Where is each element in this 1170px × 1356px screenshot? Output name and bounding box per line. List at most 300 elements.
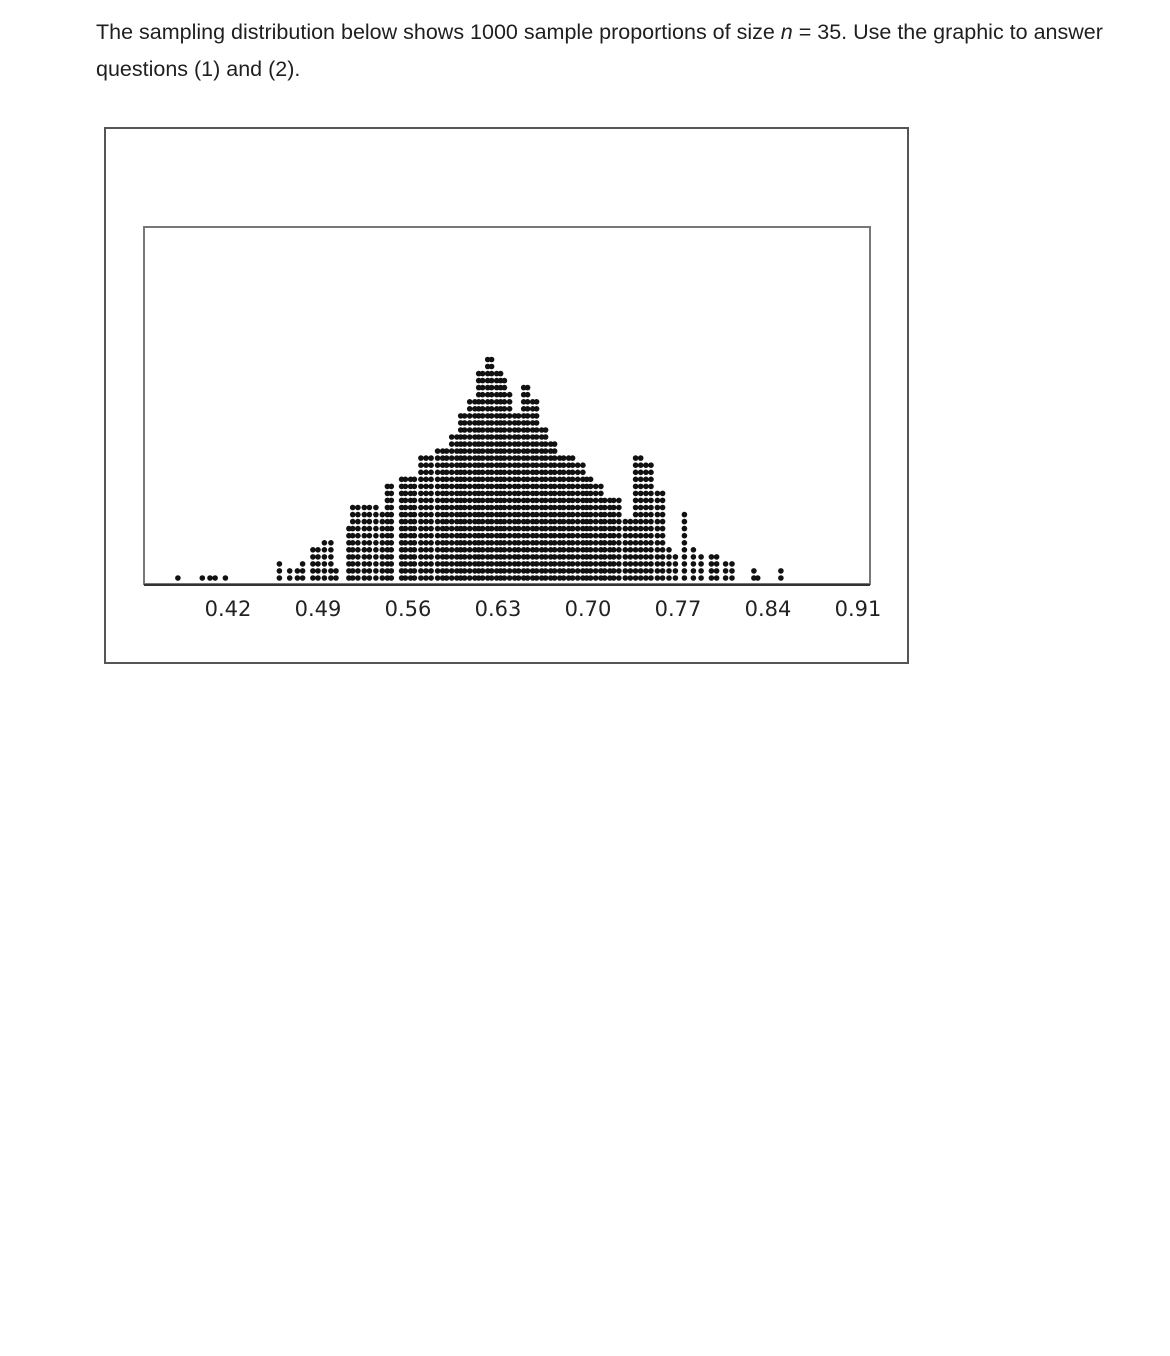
data-dot [525, 470, 531, 476]
data-dot [534, 455, 540, 461]
data-dot [655, 575, 661, 581]
data-dot [449, 526, 455, 532]
data-dot [412, 547, 418, 553]
data-dot [543, 455, 549, 461]
data-dot [389, 568, 395, 574]
data-dot [467, 561, 473, 567]
data-dot [575, 533, 581, 539]
data-dot [489, 561, 495, 567]
data-dot [373, 533, 379, 539]
data-dot [709, 554, 715, 560]
data-dot [660, 512, 666, 518]
data-dot [295, 568, 301, 574]
data-dot [480, 547, 486, 553]
data-dot [462, 491, 468, 497]
data-dot [655, 505, 661, 511]
data-dot [480, 519, 486, 525]
data-dot [602, 561, 608, 567]
data-dot [322, 540, 328, 546]
data-dot [561, 526, 567, 532]
data-dot [502, 385, 508, 391]
data-dot [525, 420, 531, 426]
data-dot [561, 554, 567, 560]
data-dot [444, 505, 450, 511]
data-dot [277, 575, 283, 581]
data-dot [593, 575, 599, 581]
data-dot [449, 498, 455, 504]
data-dot [502, 498, 508, 504]
data-dot [543, 498, 549, 504]
data-dot [489, 575, 495, 581]
data-dot [467, 554, 473, 560]
data-dot [575, 568, 581, 574]
data-dot [648, 519, 654, 525]
data-dot [552, 455, 558, 461]
data-dot [691, 547, 697, 553]
data-dot [462, 434, 468, 440]
data-dot [611, 547, 617, 553]
data-dot [561, 455, 567, 461]
data-dot [389, 484, 395, 490]
data-dot [373, 554, 379, 560]
data-dot [516, 568, 522, 574]
data-dot [588, 568, 594, 574]
data-dot [580, 470, 586, 476]
data-dot [300, 575, 306, 581]
data-dot [516, 470, 522, 476]
data-dot [350, 533, 356, 539]
data-dot [593, 519, 599, 525]
data-dot [633, 575, 639, 581]
data-dot [778, 575, 784, 581]
data-dot [648, 561, 654, 567]
data-dot [552, 477, 558, 483]
data-dot [552, 526, 558, 532]
data-dot [362, 547, 368, 553]
data-dot [418, 512, 424, 518]
data-dot [444, 540, 450, 546]
data-dot [616, 540, 622, 546]
data-dot [525, 526, 531, 532]
data-dot [428, 568, 434, 574]
data-dot [467, 470, 473, 476]
data-dot [575, 484, 581, 490]
data-dot [552, 540, 558, 546]
data-dot [633, 477, 639, 483]
data-dot [507, 505, 513, 511]
data-dot [480, 455, 486, 461]
data-dot [525, 568, 531, 574]
data-dot [580, 462, 586, 468]
data-dot [570, 554, 576, 560]
data-dot [502, 420, 508, 426]
data-dot [403, 491, 409, 497]
data-dot [412, 575, 418, 581]
data-dot [666, 575, 672, 581]
data-dot [552, 554, 558, 560]
data-dot [682, 540, 688, 546]
data-dot [643, 561, 649, 567]
x-tick-label: 0.70 [564, 597, 612, 621]
data-dot [480, 434, 486, 440]
data-dot [295, 575, 301, 581]
data-dot [373, 512, 379, 518]
intro-text-start: The sampling distribution below shows 1000 sample proportions of size [96, 20, 781, 44]
data-dot [467, 526, 473, 532]
data-dot [561, 491, 567, 497]
data-dot [435, 477, 441, 483]
data-dot [673, 554, 679, 560]
data-dot [525, 392, 531, 398]
data-dot [412, 526, 418, 532]
data-dot [570, 484, 576, 490]
data-dot [462, 448, 468, 454]
data-dot [489, 385, 495, 391]
data-dot [480, 477, 486, 483]
data-dot [489, 448, 495, 454]
data-dot [403, 477, 409, 483]
data-dot [418, 547, 424, 553]
data-dot [602, 554, 608, 560]
data-dot [350, 575, 356, 581]
data-dot [435, 498, 441, 504]
data-dot [418, 575, 424, 581]
data-dot [552, 491, 558, 497]
data-dot [534, 561, 540, 567]
data-dot [480, 512, 486, 518]
data-dot [489, 399, 495, 405]
data-dot [502, 561, 508, 567]
data-dot [380, 561, 386, 567]
data-dot [367, 512, 373, 518]
data-dot [423, 462, 429, 468]
data-dot [480, 540, 486, 546]
data-dot [648, 575, 654, 581]
data-dot [389, 491, 395, 497]
data-dot [435, 448, 441, 454]
data-dot [287, 568, 293, 574]
data-dot [682, 568, 688, 574]
data-dot [598, 491, 604, 497]
data-dot [543, 568, 549, 574]
data-dot [467, 498, 473, 504]
data-dot [362, 568, 368, 574]
data-dot [428, 455, 434, 461]
intro-text [96, 14, 1164, 88]
data-dot [623, 554, 629, 560]
data-dot [435, 505, 441, 511]
data-dot [418, 462, 424, 468]
data-dot [350, 561, 356, 567]
data-dot [449, 519, 455, 525]
data-dot [418, 470, 424, 476]
data-dot [534, 413, 540, 419]
data-dot [449, 540, 455, 546]
x-tick-labels [205, 597, 882, 621]
data-dot [462, 413, 468, 419]
data-dot [489, 406, 495, 412]
data-dot [480, 413, 486, 419]
data-dot [507, 519, 513, 525]
data-dot [588, 512, 594, 518]
data-dot [480, 385, 486, 391]
data-dot [643, 526, 649, 532]
data-dot [322, 554, 328, 560]
data-dot [525, 575, 531, 581]
data-dot [575, 540, 581, 546]
data-dot [616, 526, 622, 532]
data-dot [525, 413, 531, 419]
data-dot [367, 519, 373, 525]
data-dot [412, 533, 418, 539]
data-dot [449, 434, 455, 440]
data-dot [328, 540, 334, 546]
data-dot [593, 491, 599, 497]
data-dot [633, 462, 639, 468]
data-dot [516, 533, 522, 539]
data-dot [588, 554, 594, 560]
data-dot [593, 533, 599, 539]
data-dot [328, 575, 334, 581]
data-dot [507, 554, 513, 560]
data-dot [593, 505, 599, 511]
data-dot [502, 547, 508, 553]
data-dot [575, 547, 581, 553]
data-dot [714, 561, 720, 567]
data-dot [623, 561, 629, 567]
data-dot [623, 575, 629, 581]
data-dot [633, 554, 639, 560]
data-dot [403, 498, 409, 504]
data-dot [682, 512, 688, 518]
data-dot [552, 505, 558, 511]
data-dot [643, 568, 649, 574]
data-dot [462, 498, 468, 504]
data-dot [543, 526, 549, 532]
data-dot [655, 491, 661, 497]
data-dot [449, 554, 455, 560]
data-dot [310, 561, 316, 567]
data-dot [611, 554, 617, 560]
data-dot [507, 455, 513, 461]
data-dot [423, 533, 429, 539]
data-dot [428, 554, 434, 560]
data-dot [633, 519, 639, 525]
data-dot [593, 547, 599, 553]
data-dot [502, 526, 508, 532]
data-dot [552, 575, 558, 581]
data-dot [666, 547, 672, 553]
data-dot [444, 533, 450, 539]
data-dot [480, 427, 486, 433]
data-dot [570, 512, 576, 518]
data-dot [588, 533, 594, 539]
data-dot [623, 519, 629, 525]
data-dot [561, 519, 567, 525]
data-dot [729, 568, 735, 574]
data-dot [552, 512, 558, 518]
data-dot [593, 561, 599, 567]
data-dot [498, 371, 504, 377]
data-dot [588, 575, 594, 581]
data-dot [638, 498, 644, 504]
data-dot [561, 462, 567, 468]
data-dot [648, 505, 654, 511]
data-dot [350, 554, 356, 560]
data-dot [389, 512, 395, 518]
data-dot [328, 568, 334, 574]
data-dot [534, 568, 540, 574]
data-dot [507, 434, 513, 440]
data-dot [389, 575, 395, 581]
data-dot [648, 491, 654, 497]
data-dot [373, 547, 379, 553]
data-dot [552, 519, 558, 525]
data-dot [623, 533, 629, 539]
data-dot [543, 470, 549, 476]
data-dot [449, 441, 455, 447]
data-dot [660, 498, 666, 504]
data-dot [682, 519, 688, 525]
data-dot [435, 512, 441, 518]
data-dot [467, 533, 473, 539]
data-dot [543, 533, 549, 539]
data-dot [489, 512, 495, 518]
data-dot [714, 575, 720, 581]
data-dot [403, 568, 409, 574]
data-dot [593, 540, 599, 546]
data-dot [467, 406, 473, 412]
data-dot [507, 575, 513, 581]
data-dot [516, 498, 522, 504]
data-dot [648, 547, 654, 553]
data-dot [507, 512, 513, 518]
data-dot [428, 547, 434, 553]
data-dot [489, 554, 495, 560]
data-dot [666, 568, 672, 574]
data-dot [362, 519, 368, 525]
data-dot [507, 526, 513, 532]
data-dot [570, 505, 576, 511]
data-dot [333, 568, 339, 574]
data-dot [602, 505, 608, 511]
data-dot [516, 561, 522, 567]
data-dot [691, 554, 697, 560]
data-dot [643, 533, 649, 539]
data-dot [435, 561, 441, 567]
data-dot [449, 505, 455, 511]
data-dot [561, 470, 567, 476]
data-dot [593, 568, 599, 574]
data-dot [389, 533, 395, 539]
data-dot [643, 491, 649, 497]
data-dot [435, 568, 441, 574]
data-dot [423, 484, 429, 490]
data-dot [480, 420, 486, 426]
data-dot [655, 540, 661, 546]
data-dot [709, 561, 715, 567]
data-dot [389, 519, 395, 525]
data-dot [489, 498, 495, 504]
data-dot [467, 547, 473, 553]
data-dot [638, 561, 644, 567]
data-dot [648, 477, 654, 483]
data-dot [444, 484, 450, 490]
data-dot [489, 526, 495, 532]
data-dot [575, 512, 581, 518]
data-dot [380, 519, 386, 525]
data-dot [507, 392, 513, 398]
data-dot [462, 533, 468, 539]
data-dot [575, 554, 581, 560]
data-dot [175, 575, 181, 581]
data-dot [633, 512, 639, 518]
data-dot [362, 561, 368, 567]
data-dot [423, 575, 429, 581]
data-dot [418, 477, 424, 483]
data-dot [602, 547, 608, 553]
data-dot [462, 519, 468, 525]
data-dot [212, 575, 218, 581]
data-dot [489, 477, 495, 483]
data-dot [602, 540, 608, 546]
data-dot [449, 547, 455, 553]
dotplot-chart [106, 129, 907, 662]
data-dot [561, 540, 567, 546]
data-dot [709, 568, 715, 574]
data-dot [638, 491, 644, 497]
data-dot [543, 519, 549, 525]
data-dot [534, 427, 540, 433]
data-dot [648, 498, 654, 504]
data-dot [638, 484, 644, 490]
data-dot [310, 575, 316, 581]
data-dot [638, 526, 644, 532]
data-dot [449, 484, 455, 490]
data-dot [660, 547, 666, 553]
data-dot [462, 561, 468, 567]
data-dot [467, 462, 473, 468]
data-dot [602, 526, 608, 532]
data-dot [543, 561, 549, 567]
data-dot [502, 554, 508, 560]
data-dot [633, 568, 639, 574]
data-dot [435, 491, 441, 497]
data-dot [588, 477, 594, 483]
data-dot [428, 505, 434, 511]
data-dot [525, 498, 531, 504]
data-dot [502, 399, 508, 405]
data-dot [467, 434, 473, 440]
data-dot [516, 462, 522, 468]
data-dot [516, 505, 522, 511]
data-dot [698, 554, 704, 560]
data-dot [628, 561, 634, 567]
data-dot [666, 554, 672, 560]
x-tick-label: 0.56 [384, 597, 432, 621]
data-dot [682, 526, 688, 532]
data-dot [423, 470, 429, 476]
data-dot [516, 427, 522, 433]
data-dot [633, 526, 639, 532]
data-dot [534, 526, 540, 532]
data-dot [575, 561, 581, 567]
data-dot [729, 561, 735, 567]
data-dot [328, 554, 334, 560]
data-dot [467, 427, 473, 433]
data-dot [467, 512, 473, 518]
data-dot [666, 561, 672, 567]
